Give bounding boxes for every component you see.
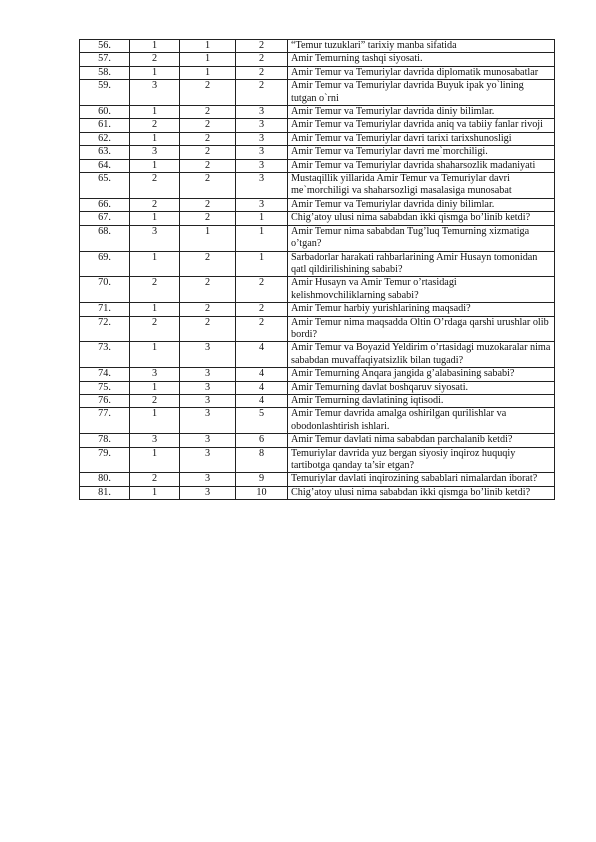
- column-a-cell: 3: [130, 434, 180, 447]
- column-a-cell: 2: [130, 394, 180, 407]
- question-text-cell: Amir Temurning Anqara jangida g’alabasining sababi?: [288, 368, 555, 381]
- table-row: [80, 486, 555, 499]
- table-row: [80, 66, 555, 79]
- column-b-cell: 2: [180, 303, 236, 316]
- row-number-cell: 74.: [80, 368, 130, 381]
- column-a-cell: 1: [130, 40, 180, 53]
- column-a-cell: 1: [130, 66, 180, 79]
- column-a-cell: 1: [130, 212, 180, 225]
- column-c-cell: 9: [236, 473, 288, 486]
- column-c-cell: 10: [236, 486, 288, 499]
- column-b-cell: 3: [180, 408, 236, 434]
- row-number-cell: 64.: [80, 159, 130, 172]
- question-text-cell: Amir Temur harbiy yurishlarining maqsadi?: [288, 303, 555, 316]
- table-row: [80, 40, 555, 53]
- column-c-cell: 1: [236, 225, 288, 251]
- table-row: [80, 212, 555, 225]
- row-number-cell: 58.: [80, 66, 130, 79]
- column-b-cell: 3: [180, 342, 236, 368]
- row-number-cell: 69.: [80, 251, 130, 277]
- question-text-cell: Mustaqillik yillarida Amir Temur va Temuriylar davri me`morchiligi va shaharsozligi masalasiga munosabat: [288, 173, 555, 199]
- column-c-cell: 5: [236, 408, 288, 434]
- column-a-cell: 1: [130, 251, 180, 277]
- column-c-cell: 3: [236, 198, 288, 211]
- column-b-cell: 3: [180, 381, 236, 394]
- column-a-cell: 3: [130, 225, 180, 251]
- table-row: [80, 408, 555, 434]
- column-b-cell: 3: [180, 434, 236, 447]
- row-number-cell: 68.: [80, 225, 130, 251]
- column-c-cell: 3: [236, 173, 288, 199]
- column-c-cell: 1: [236, 251, 288, 277]
- table-row: [80, 251, 555, 277]
- column-b-cell: 2: [180, 316, 236, 342]
- column-b-cell: 2: [180, 212, 236, 225]
- question-text-cell: Amir Temurning davlat boshqaruv siyosati.: [288, 381, 555, 394]
- question-text-cell: Amir Temur davrida amalga oshirilgan qurilishlar va obodonlashtirish ishlari.: [288, 408, 555, 434]
- column-c-cell: 2: [236, 40, 288, 53]
- question-text-cell: Amir Temur va Temuriylar davri me`morchiligi.: [288, 146, 555, 159]
- row-number-cell: 66.: [80, 198, 130, 211]
- row-number-cell: 60.: [80, 106, 130, 119]
- column-a-cell: 1: [130, 159, 180, 172]
- table-row: [80, 80, 555, 106]
- column-b-cell: 2: [180, 173, 236, 199]
- row-number-cell: 70.: [80, 277, 130, 303]
- column-b-cell: 2: [180, 106, 236, 119]
- column-b-cell: 2: [180, 80, 236, 106]
- column-c-cell: 4: [236, 342, 288, 368]
- table-row: [80, 119, 555, 132]
- table-row: [80, 53, 555, 66]
- table-row: [80, 394, 555, 407]
- column-a-cell: 1: [130, 408, 180, 434]
- question-text-cell: Amir Temur va Temuriylar davrida aniq va tabiiy fanlar rivoji: [288, 119, 555, 132]
- column-c-cell: 3: [236, 106, 288, 119]
- row-number-cell: 77.: [80, 408, 130, 434]
- table-row: [80, 303, 555, 316]
- column-c-cell: 4: [236, 368, 288, 381]
- table-row: [80, 368, 555, 381]
- column-c-cell: 2: [236, 66, 288, 79]
- row-number-cell: 72.: [80, 316, 130, 342]
- table-row: [80, 381, 555, 394]
- question-text-cell: Temuriylar davrida yuz bergan siyosiy inqiroz huquqiy tartibotga qanday ta’sir etgan?: [288, 447, 555, 473]
- column-a-cell: 2: [130, 277, 180, 303]
- question-text-cell: Amir Temur va Temuriylar davri tarixi tarixshunosligi: [288, 132, 555, 145]
- column-a-cell: 2: [130, 173, 180, 199]
- column-b-cell: 3: [180, 394, 236, 407]
- row-number-cell: 65.: [80, 173, 130, 199]
- table-row: [80, 132, 555, 145]
- column-a-cell: 2: [130, 53, 180, 66]
- question-text-cell: Amir Temur nima maqsadda Oltin O’rdaga qarshi urushlar olib bordi?: [288, 316, 555, 342]
- column-c-cell: 4: [236, 381, 288, 394]
- question-text-cell: Amir Husayn va Amir Temur o’rtasidagi kelishmovchiliklarning sababi?: [288, 277, 555, 303]
- column-b-cell: 1: [180, 53, 236, 66]
- column-b-cell: 1: [180, 66, 236, 79]
- column-c-cell: 6: [236, 434, 288, 447]
- row-number-cell: 75.: [80, 381, 130, 394]
- column-b-cell: 2: [180, 277, 236, 303]
- question-text-cell: Amir Temur va Temuriylar davrida shaharsozlik madaniyati: [288, 159, 555, 172]
- column-b-cell: 2: [180, 132, 236, 145]
- column-b-cell: 2: [180, 159, 236, 172]
- table-row: [80, 277, 555, 303]
- row-number-cell: 59.: [80, 80, 130, 106]
- question-text-cell: Amir Temur va Temuriylar davrida diniy bilimlar.: [288, 198, 555, 211]
- row-number-cell: 71.: [80, 303, 130, 316]
- table-row: [80, 225, 555, 251]
- column-c-cell: 3: [236, 159, 288, 172]
- column-c-cell: 2: [236, 316, 288, 342]
- row-number-cell: 61.: [80, 119, 130, 132]
- table-row: [80, 434, 555, 447]
- row-number-cell: 80.: [80, 473, 130, 486]
- column-a-cell: 2: [130, 119, 180, 132]
- table-row: [80, 173, 555, 199]
- table-row: [80, 473, 555, 486]
- column-a-cell: 2: [130, 473, 180, 486]
- column-c-cell: 2: [236, 303, 288, 316]
- question-text-cell: Chig’atoy ulusi nima sababdan ikki qismga bo’linib ketdi?: [288, 486, 555, 499]
- row-number-cell: 56.: [80, 40, 130, 53]
- question-text-cell: Amir Temurning davlatining iqtisodi.: [288, 394, 555, 407]
- question-text-cell: Amir Temur va Temuriylar davrida Buyuk ipak yo`lining tutgan o`rni: [288, 80, 555, 106]
- row-number-cell: 67.: [80, 212, 130, 225]
- column-a-cell: 3: [130, 146, 180, 159]
- row-number-cell: 57.: [80, 53, 130, 66]
- row-number-cell: 63.: [80, 146, 130, 159]
- row-number-cell: 73.: [80, 342, 130, 368]
- question-text-cell: Amir Temur va Temuriylar davrida diniy bilimlar.: [288, 106, 555, 119]
- column-b-cell: 2: [180, 198, 236, 211]
- column-c-cell: 1: [236, 212, 288, 225]
- column-b-cell: 2: [180, 251, 236, 277]
- question-text-cell: Amir Temur nima sababdan Tug’luq Temurning xizmatiga o’tgan?: [288, 225, 555, 251]
- column-a-cell: 3: [130, 368, 180, 381]
- table-row: [80, 159, 555, 172]
- questions-table-body: [80, 40, 555, 500]
- row-number-cell: 79.: [80, 447, 130, 473]
- questions-table: [79, 39, 555, 500]
- column-c-cell: 2: [236, 277, 288, 303]
- question-text-cell: Temuriylar davlati inqirozining sabablari nimalardan iborat?: [288, 473, 555, 486]
- column-a-cell: 1: [130, 447, 180, 473]
- question-text-cell: Chig’atoy ulusi nima sababdan ikki qismga bo’linib ketdi?: [288, 212, 555, 225]
- row-number-cell: 81.: [80, 486, 130, 499]
- column-b-cell: 3: [180, 473, 236, 486]
- column-a-cell: 1: [130, 106, 180, 119]
- column-c-cell: 2: [236, 53, 288, 66]
- column-a-cell: 1: [130, 342, 180, 368]
- table-row: [80, 342, 555, 368]
- question-text-cell: “Temur tuzuklari” tarixiy manba sifatida: [288, 40, 555, 53]
- question-text-cell: Sarbadorlar harakati rahbarlarining Amir Husayn tomonidan qatl qildirilishining sababi?: [288, 251, 555, 277]
- column-b-cell: 1: [180, 40, 236, 53]
- column-c-cell: 4: [236, 394, 288, 407]
- column-b-cell: 2: [180, 146, 236, 159]
- column-b-cell: 3: [180, 368, 236, 381]
- column-b-cell: 1: [180, 225, 236, 251]
- column-a-cell: 1: [130, 486, 180, 499]
- question-text-cell: Amir Temur va Temuriylar davrida diplomatik munosabatlar: [288, 66, 555, 79]
- table-row: [80, 447, 555, 473]
- question-text-cell: Amir Temurning tashqi siyosati.: [288, 53, 555, 66]
- table-row: [80, 106, 555, 119]
- column-b-cell: 3: [180, 447, 236, 473]
- question-text-cell: Amir Temur va Boyazid Yeldirim o’rtasidagi muzokaralar nima sababdan muvaffaqiyatsizlik bilan tugadi?: [288, 342, 555, 368]
- table-row: [80, 146, 555, 159]
- column-a-cell: 2: [130, 198, 180, 211]
- table-row: [80, 198, 555, 211]
- row-number-cell: 76.: [80, 394, 130, 407]
- column-a-cell: 1: [130, 303, 180, 316]
- column-c-cell: 8: [236, 447, 288, 473]
- table-row: [80, 316, 555, 342]
- row-number-cell: 78.: [80, 434, 130, 447]
- column-a-cell: 2: [130, 316, 180, 342]
- column-b-cell: 2: [180, 119, 236, 132]
- column-c-cell: 3: [236, 119, 288, 132]
- column-b-cell: 3: [180, 486, 236, 499]
- row-number-cell: 62.: [80, 132, 130, 145]
- column-c-cell: 3: [236, 132, 288, 145]
- column-a-cell: 1: [130, 132, 180, 145]
- question-text-cell: Amir Temur davlati nima sababdan parchalanib ketdi?: [288, 434, 555, 447]
- column-a-cell: 3: [130, 80, 180, 106]
- column-a-cell: 1: [130, 381, 180, 394]
- column-c-cell: 3: [236, 146, 288, 159]
- column-c-cell: 2: [236, 80, 288, 106]
